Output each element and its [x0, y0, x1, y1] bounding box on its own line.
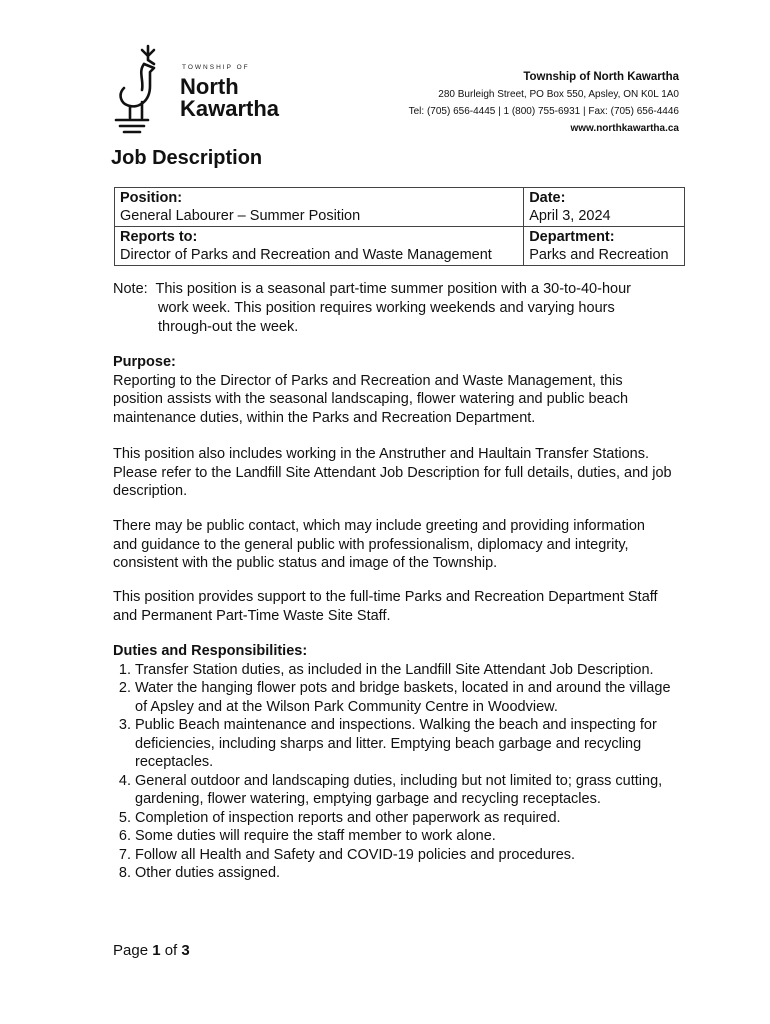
logo-small-text: TOWNSHIP OF	[182, 64, 250, 71]
list-item: 7. Follow all Health and Safety and COVID-19 policies and procedures.	[135, 846, 673, 865]
list-item: 8. Other duties assigned.	[135, 864, 673, 883]
org-phones: Tel: (705) 656-4445 | 1 (800) 755-6931 | Fax: (705) 656-4446	[408, 106, 679, 117]
department-value: Parks and Recreation	[529, 247, 669, 263]
list-item: 1. Transfer Station duties, as included in the Landfill Site Attendant Job Description.	[135, 661, 673, 680]
table-row	[115, 227, 685, 266]
township-logo	[108, 42, 308, 134]
position-label: Position:	[120, 190, 183, 206]
list-item: 6. Some duties will require the staff member to work alone.	[135, 827, 673, 846]
date-value: April 3, 2024	[529, 208, 611, 224]
note-line-2: work week. This position requires working weekends and varying hours	[158, 300, 615, 316]
note-line-3: through-out the week.	[158, 319, 299, 335]
page-title: Job Description	[111, 147, 263, 169]
logo-line-2: Kawartha	[180, 96, 280, 121]
duties-section	[113, 642, 673, 883]
reports-value: Director of Parks and Recreation and Waste Management	[120, 247, 492, 263]
purpose-paragraph-1: Reporting to the Director of Parks and Recreation and Waste Management, this position assists with the seasonal landscaping, flower watering and public beach maintenance duties, within the Parks and Recreation Department.	[113, 372, 629, 426]
position-cell	[115, 188, 524, 227]
purpose-paragraph-4: This position provides support to the full-time Parks and Recreation Department Staff and Permanent Part-Time Waste Site Staff.	[113, 589, 658, 624]
job-info-table	[114, 187, 685, 266]
note-line-1: This position is a seasonal part-time summer position with a 30-to-40-hour	[155, 281, 631, 297]
purpose-section	[113, 353, 673, 427]
note-block	[113, 280, 673, 337]
page-mid: of	[160, 942, 182, 959]
page-current: 1	[152, 942, 161, 959]
note-label: Note:	[113, 281, 148, 297]
position-value: General Labourer – Summer Position	[120, 208, 361, 224]
logo-line-1: North	[180, 74, 239, 99]
reports-cell	[115, 227, 524, 266]
department-label: Department:	[529, 229, 615, 245]
page-number	[113, 942, 190, 959]
date-label: Date:	[529, 190, 566, 206]
logo-title	[180, 76, 279, 120]
page-prefix: Page	[113, 942, 153, 959]
list-item: 2. Water the hanging flower pots and bridge baskets, located in and around the village of Apsley and at the Wilson Park Community Centre in Woodview.	[135, 679, 673, 716]
table-row	[115, 188, 685, 227]
org-address: 280 Burleigh Street, PO Box 550, Apsley, ON K0L 1A0	[438, 89, 679, 100]
purpose-heading: Purpose:	[113, 354, 176, 370]
organization-header	[409, 69, 679, 137]
list-item: 4. General outdoor and landscaping duties, including but not limited to; grass cutting, gardening, flower watering, emptying garbage and recycling receptacles.	[135, 772, 673, 809]
deer-logo-icon	[108, 42, 180, 134]
date-cell	[524, 188, 685, 227]
purpose-paragraph-2: This position also includes working in the Anstruther and Haultain Transfer Stations. Please refer to the Landfill Site Attendant Job Description for full details, duties, and job description.	[113, 446, 672, 499]
list-item: 3. Public Beach maintenance and inspections. Walking the beach and inspecting for deficiencies, including sharps and litter. Emptying beach garbage and recycling receptacles.	[135, 716, 673, 772]
duties-list	[113, 661, 673, 883]
department-cell	[524, 227, 685, 266]
reports-label: Reports to:	[120, 229, 198, 245]
purpose-paragraph-3: There may be public contact, which may include greeting and providing information and guidance to the general public with professionalism, diplomacy and integrity, consistent with the public status and image of the Township.	[113, 518, 645, 571]
org-name: Township of North Kawartha	[523, 71, 679, 83]
page-total: 3	[181, 942, 190, 959]
list-item: 5. Completion of inspection reports and other paperwork as required.	[135, 809, 673, 828]
duties-heading: Duties and Responsibilities:	[113, 643, 308, 659]
org-website: www.northkawartha.ca	[570, 123, 679, 134]
